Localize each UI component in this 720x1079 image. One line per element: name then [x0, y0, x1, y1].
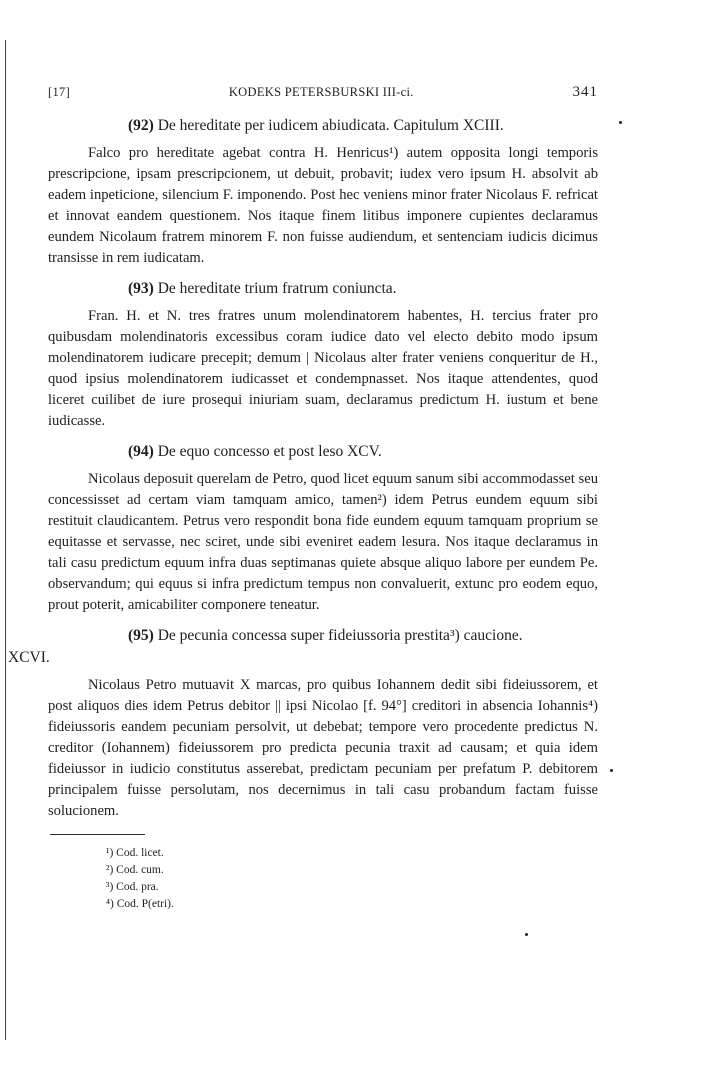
section-title-text: De hereditate trium fratrum coniuncta.: [157, 280, 397, 297]
section-title: [8, 625, 598, 669]
section-title: [48, 278, 598, 300]
section-body: Falco pro hereditate agebat contra H. Henricus¹) autem opposita longi temporis prescripcione, ipsam prescripcionem, ut debuit, probavit; iudex vero ipsum H. absolvit ab eadem inpeticione, silencium F. imponendo. Post hec veniens minor frater Nicolaus F. refricat et innovat eandem questionem. Nos itaque finem litibus imponere cupientes declaramus eundem Nicolaum fratrem minorem F. non fuisse audiendum, et sentenciam iudicis dicimus transisse in rem iudicatam.: [48, 145, 598, 266]
ink-speck: [525, 933, 528, 936]
document-page: [8, 84, 598, 913]
section-body: Nicolaus Petro mutuavit X marcas, pro quibus Iohannem dedit sibi fideiussorem, et post aliquos dies idem Petrus debitor || ipsi Nicolao [f. 94°] creditori in absencia Iohannis⁴) fideiussoris eandem pecuniam persolvit, ut debebat; tempore vero procedente predictus N. creditor (Iohannem) fideiussorem pro predicta pecunia traxit ad causam; et quia idem fideiussor in iudicio constitutus asserebat, predictam pecuniam per prefatum P. debitorem principalem fuisse persolutam, nos decernimus in tali casu probandum factam fuisse solucionem.: [48, 677, 598, 819]
footnote: ³) Cod. pra.: [106, 881, 159, 893]
ink-speck: [619, 121, 622, 124]
footnote: ¹) Cod. licet.: [106, 847, 164, 859]
section-body: Nicolaus deposuit querelam de Petro, quod licet equum sanum sibi accommodasset seu concessisset ad certam viam tamquam amico, tamen²) idem Petrus eundem equum sibi restituit claudicantem. Petrus vero respondit bona fide eundem equum tamquam proprium se equitasse et servasse, nec sciret, unde sibi eveniret eadem lesura. Nos itaque declaramus in tali casu predictum equum infra duas septimanas quiete absque aliquo labore per eundem Pe. observandum; qui equus si infra predictum tempus non convaluerit, extunc pro eodem equo, prout poterit, amicabiliter componere teneatur.: [48, 471, 598, 613]
section-title-text: De pecunia concessa super fideiussoria prestita³) caucione.: [157, 627, 523, 644]
section-number: (94): [128, 443, 154, 460]
section-title: [48, 115, 598, 137]
page-number: 341: [572, 84, 598, 100]
section-title-continuation: XCVI.: [8, 649, 50, 666]
footnote: ⁴) Cod. P(etri).: [106, 898, 174, 910]
page-edge-line: [5, 40, 6, 1040]
running-header: [48, 84, 598, 101]
section-title-text: De equo concesso et post leso XCV.: [157, 443, 382, 460]
footnote: ²) Cod. cum.: [106, 864, 164, 876]
section-number: (95): [128, 627, 154, 644]
section-body: Fran. H. et N. tres fratres unum molendinatorem habentes, H. tercius frater pro quibusdam molendinatoris excessibus coram iudice dato vel electo debito modo ipsum molendinatorem iudicare precepit; demum | Nicolaus alter frater veniens conqueritur de H., quod ipsius molendinatorem iudicasset et condempnasset. Nos itaque attendentes, quod liceret cuilibet de iure prosequi iniuriam suam, declaramus predictum H. iustum et bene iudicasse.: [48, 308, 598, 429]
section-number: (93): [128, 280, 154, 297]
page-signature: [17]: [48, 85, 71, 99]
section-number: (92): [128, 117, 154, 134]
section-title: [48, 441, 598, 463]
footnotes: [48, 845, 598, 913]
section-title-text: De hereditate per iudicem abiudicata. Capitulum XCIII.: [157, 117, 504, 134]
footnote-separator: [50, 834, 145, 835]
ink-speck: [610, 769, 613, 772]
running-title: KODEKS PETERSBURSKI III-ci.: [228, 85, 414, 99]
